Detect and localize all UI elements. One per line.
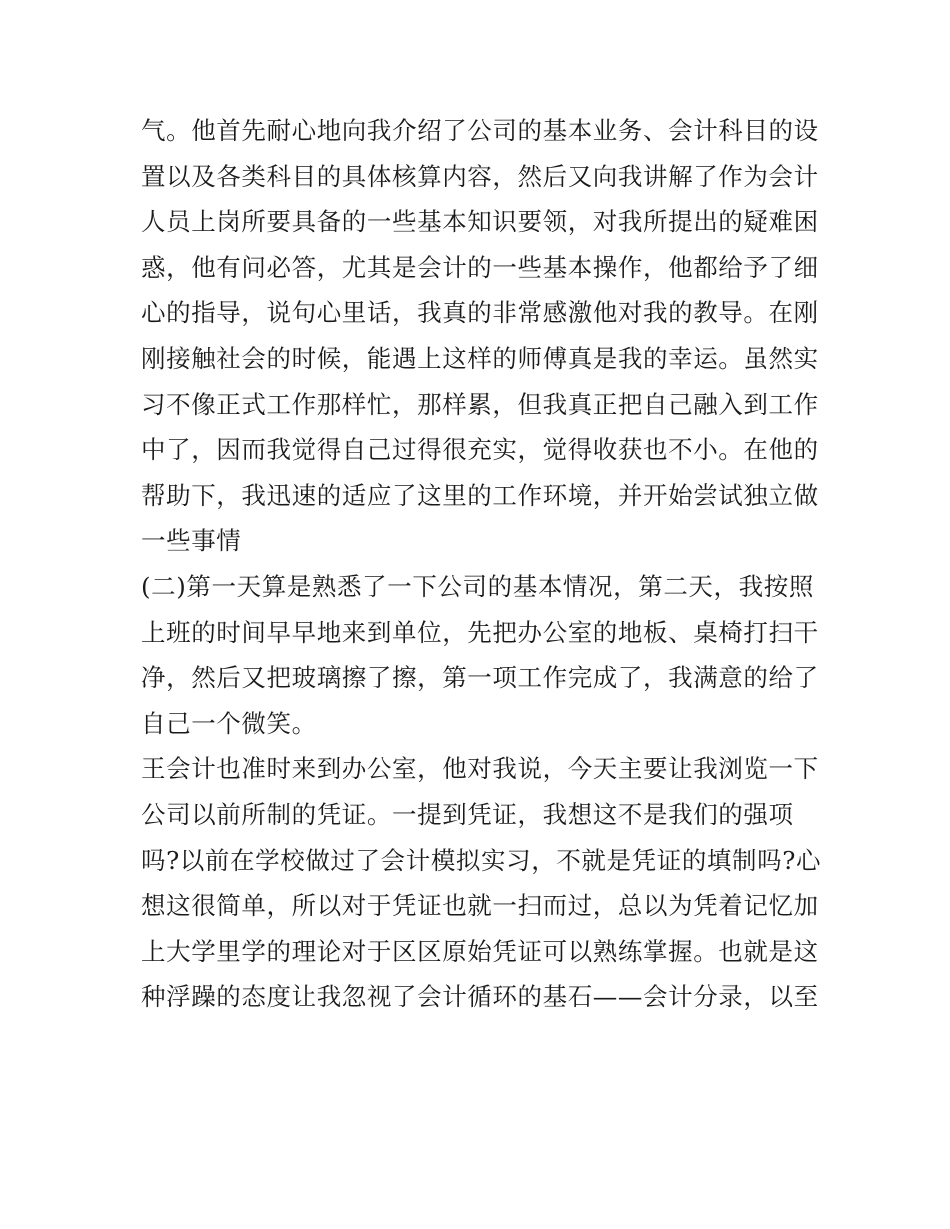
text-line: 王会计也准时来到办公室，他对我说，今天主要让我浏览一下 [141,754,819,784]
text-line: 置以及各类科目的具体核算内容，然后又向我讲解了作为会计 [141,161,819,191]
text-line: 公司以前所制的凭证。一提到凭证，我想这不是我们的强项 [141,799,794,829]
text-line: 帮助下，我迅速的适应了这里的工作环境，并开始尝试独立做 [141,480,819,510]
text-line: 自己一个微笑。 [141,708,317,738]
text-line: 种浮躁的态度让我忽视了会计循环的基石——会计分录，以至 [141,982,819,1012]
text-line: 心的指导，说句心里话，我真的非常感激他对我的教导。在刚 [141,298,819,328]
text-line: 习不像正式工作那样忙，那样累，但我真正把自己融入到工作 [141,389,819,419]
text-line: 刚接触社会的时候，能遇上这样的师傅真是我的幸运。虽然实 [141,343,819,373]
document-body [141,108,821,1020]
text-line: 一些事情 [141,526,242,556]
text-line: (二)第一天算是熟悉了一下公司的基本情况，第二天，我按照 [141,571,814,601]
text-line: 人员上岗所要具备的一些基本知识要领，对我所提出的疑难困 [141,207,819,237]
text-line: 吗?以前在学校做过了会计模拟实习，不就是凭证的填制吗?心 [141,845,822,875]
text-line: 中了，因而我觉得自己过得很充实，觉得收获也不小。在他的 [141,435,819,465]
text-line: 上大学里学的理论对于区区原始凭证可以熟练掌握。也就是这 [141,936,819,966]
text-line: 气。他首先耐心地向我介绍了公司的基本业务、会计科目的设 [141,116,819,145]
text-line: 惑，他有问必答，尤其是会计的一些基本操作，他都给予了细 [141,252,819,282]
text-line: 上班的时间早早地来到单位，先把办公室的地板、桌椅打扫干 [141,617,819,647]
text-line: 想这很简单，所以对于凭证也就一扫而过，总以为凭着记忆加 [141,891,819,921]
text-line: 净，然后又把玻璃擦了擦，第一项工作完成了，我满意的给了 [141,663,819,693]
